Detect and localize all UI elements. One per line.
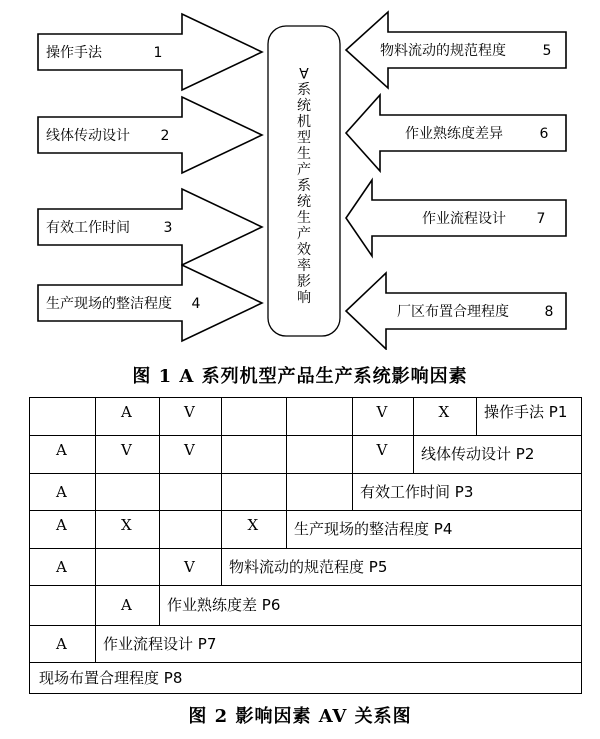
center-char: 统 bbox=[297, 194, 311, 210]
center-char: 响 bbox=[297, 290, 311, 306]
factor-row-label: 线体传动设计 P2 bbox=[421, 445, 535, 463]
influence-factor-diagram bbox=[0, 0, 600, 354]
right-factor-label: 作业流程设计 bbox=[422, 211, 506, 227]
av-relationship-matrix bbox=[29, 397, 582, 694]
left-arrows bbox=[38, 14, 262, 341]
center-char: 系 bbox=[297, 82, 311, 98]
figure2-caption: 图 2 影响因素 AV 关系图 bbox=[188, 706, 412, 727]
relation-mark: V bbox=[376, 441, 388, 459]
relation-mark: A bbox=[56, 557, 67, 576]
relation-mark: A bbox=[56, 634, 67, 653]
center-char: 型 bbox=[297, 130, 311, 146]
factor-row-label: 有效工作时间 P3 bbox=[360, 482, 474, 501]
right-factor-number: 5 bbox=[542, 43, 552, 59]
relation-mark: A bbox=[56, 482, 67, 501]
right-factor-label: 厂区布置合理程度 bbox=[397, 304, 509, 320]
center-char: 产 bbox=[297, 162, 311, 178]
center-char: 率 bbox=[297, 258, 311, 274]
right-arrows bbox=[346, 12, 566, 349]
right-factor-number: 7 bbox=[536, 211, 546, 227]
factor-row-label: 物料流动的规范程度 P5 bbox=[229, 557, 388, 576]
relation-mark: X bbox=[121, 516, 132, 534]
relation-mark: V bbox=[184, 441, 195, 459]
relation-mark: V bbox=[121, 441, 132, 459]
relation-mark: X bbox=[438, 403, 450, 421]
relation-mark: V bbox=[184, 403, 195, 421]
factor-row-label: 作业熟练度差 P6 bbox=[167, 596, 281, 614]
relation-mark: A bbox=[121, 596, 132, 614]
left-factor-number: 4 bbox=[191, 296, 201, 312]
right-factor-number: 6 bbox=[539, 126, 549, 142]
center-char: 生 bbox=[297, 146, 311, 162]
left-factor-label: 线体传动设计 bbox=[46, 128, 130, 144]
center-char: 产 bbox=[297, 226, 311, 242]
center-char: 机 bbox=[297, 114, 311, 130]
factor-row-label: 现场布置合理程度 P8 bbox=[39, 669, 183, 687]
center-char: 生 bbox=[297, 210, 311, 226]
relation-mark: A bbox=[56, 441, 67, 459]
factor-row-label: 生产现场的整洁程度 P4 bbox=[294, 520, 453, 538]
relation-mark: V bbox=[376, 403, 388, 421]
factor-row-label: 操作手法 P1 bbox=[484, 403, 568, 421]
relation-mark: X bbox=[247, 516, 259, 534]
left-factor-label: 操作手法 bbox=[46, 45, 102, 61]
left-factor-label: 生产现场的整洁程度 bbox=[46, 296, 172, 312]
center-char: 效 bbox=[297, 242, 311, 258]
right-factor-label: 物料流动的规范程度 bbox=[380, 43, 506, 59]
right-factor-number: 8 bbox=[544, 304, 554, 320]
center-vertical-text bbox=[297, 64, 311, 306]
left-factor-number: 1 bbox=[153, 45, 163, 61]
left-factor-label: 有效工作时间 bbox=[46, 220, 130, 236]
relation-mark: A bbox=[121, 403, 132, 421]
center-char: 系 bbox=[297, 178, 311, 194]
center-char: A bbox=[299, 64, 309, 80]
factor-row-label: 作业流程设计 P7 bbox=[103, 634, 217, 653]
relation-mark: V bbox=[184, 557, 195, 576]
left-factor-number: 2 bbox=[160, 128, 170, 144]
left-factor-number: 3 bbox=[163, 220, 173, 236]
figure1-caption: 图 1 A 系列机型产品生产系统影响因素 bbox=[132, 366, 468, 387]
relation-mark: A bbox=[56, 516, 67, 534]
factor-diagram-svg bbox=[0, 0, 600, 350]
center-char: 统 bbox=[297, 98, 311, 114]
center-char: 影 bbox=[297, 274, 311, 290]
right-factor-label: 作业熟练度差异 bbox=[405, 126, 503, 142]
